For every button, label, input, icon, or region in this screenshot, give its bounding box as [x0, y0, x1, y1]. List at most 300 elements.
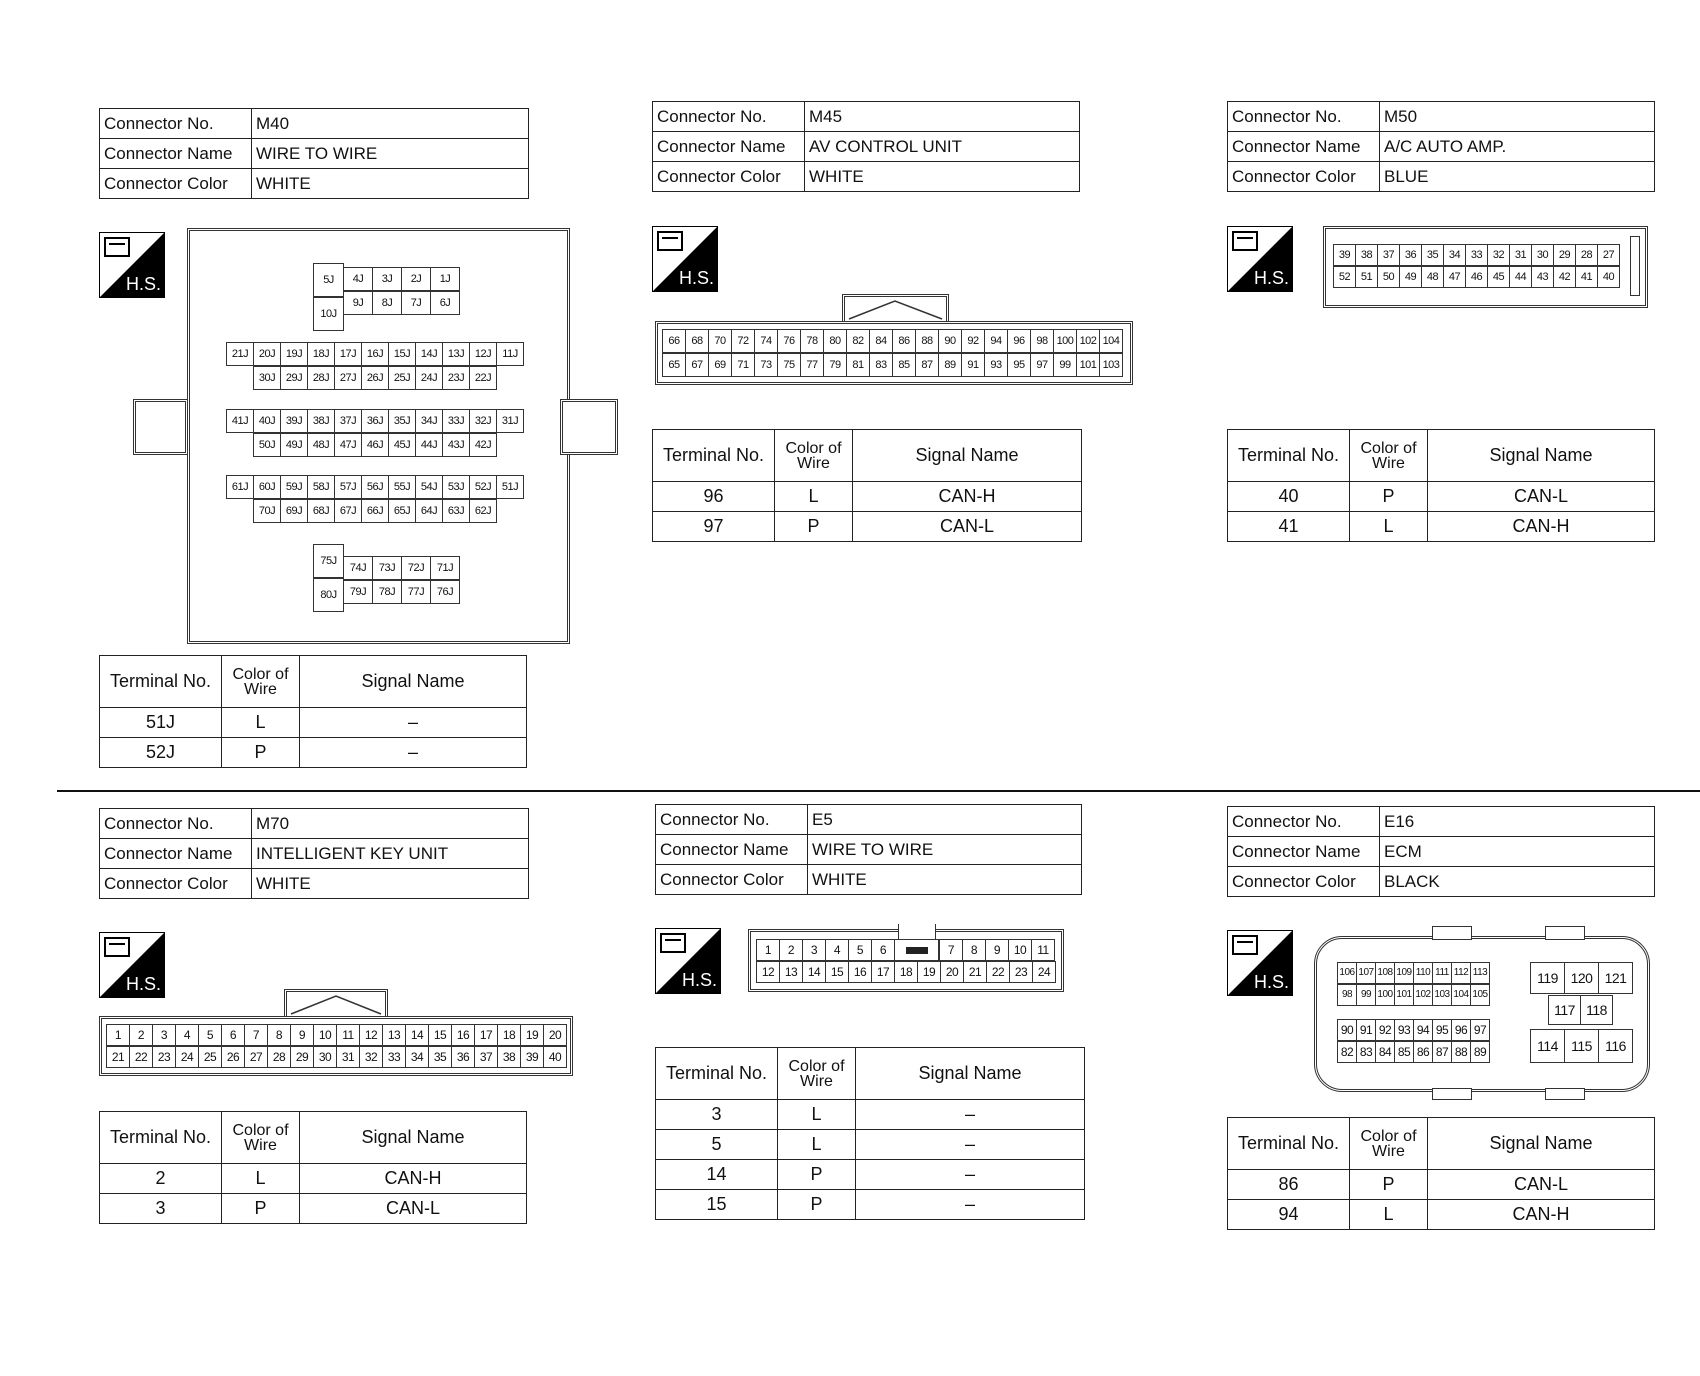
table-row: 40 P CAN-L: [1228, 482, 1655, 512]
pin-cell: 84: [1375, 1041, 1395, 1063]
connector-name-label: Connector Name: [100, 139, 252, 169]
key-pin-blank: [894, 939, 939, 961]
pin-cell: 90: [938, 329, 962, 353]
pin-cell: 32: [1487, 244, 1510, 266]
pin-cell: 95: [1432, 1019, 1452, 1041]
pin-cell: 24: [1032, 961, 1056, 983]
pin-cell: 70: [708, 329, 732, 353]
pin-cell: 111: [1432, 962, 1452, 984]
pin-cell: 6: [221, 1024, 245, 1046]
pin-cell: 94: [984, 329, 1008, 353]
connector-no-value: M70: [252, 809, 529, 839]
connector-color-label: Connector Color: [656, 865, 808, 895]
pin-cell: 9: [985, 939, 1009, 961]
signal-table-e16: [1227, 1117, 1655, 1230]
connector-no-value: E5: [808, 805, 1082, 835]
pin-cell: 66: [662, 329, 686, 353]
pin-cell: 31: [336, 1046, 360, 1068]
pin-cell: 41J: [226, 409, 254, 433]
pin-cell: 22: [986, 961, 1010, 983]
pin-cell: 81: [846, 353, 870, 377]
connector-name-label: Connector Name: [656, 835, 808, 865]
connector-no-value: M50: [1380, 102, 1655, 132]
connector-info-m45: [652, 101, 1080, 192]
signal-header: Signal Name: [300, 1112, 527, 1164]
pin-cell: 77J: [401, 580, 431, 604]
pin-cell: 22J: [469, 366, 497, 390]
connector-info-m40: [99, 108, 529, 199]
pin-cell: 51J: [496, 475, 524, 499]
pin-cell: 5J: [313, 263, 344, 297]
table-row: 97 P CAN-L: [653, 512, 1082, 542]
pin-cell: 117: [1548, 995, 1581, 1025]
pin-cell: 25J: [388, 366, 416, 390]
harness-side-icon: H.S.: [655, 928, 721, 994]
connector-no-label: Connector No.: [656, 805, 808, 835]
connector-info-e16: [1227, 806, 1655, 897]
pin-cell: 23J: [442, 366, 470, 390]
pin-cell: 92: [1375, 1019, 1395, 1041]
color-header: Color of Wire: [1350, 1118, 1428, 1170]
signal-table-m70: [99, 1111, 527, 1224]
pin-cell: 5: [848, 939, 872, 961]
pin-cell: 63J: [442, 499, 470, 523]
pin-cell: 61J: [226, 475, 254, 499]
pin-cell: 10J: [313, 297, 344, 331]
pin-cell: 92: [961, 329, 985, 353]
pin-cell: 46: [1465, 266, 1488, 288]
pin-cell: 85: [892, 353, 916, 377]
pin-cell: 12: [756, 961, 780, 983]
pin-cell: 39: [1333, 244, 1356, 266]
pin-cell: 72: [731, 329, 755, 353]
pin-cell: 84: [869, 329, 893, 353]
connector-no-label: Connector No.: [653, 102, 805, 132]
pin-cell: 46J: [361, 433, 389, 457]
connector-clip-bottom-right: [1545, 1088, 1585, 1100]
pin-cell: 35J: [388, 409, 416, 433]
connector-name-value: A/C AUTO AMP.: [1380, 132, 1655, 162]
pin-cell: 35: [1421, 244, 1444, 266]
connector-no-value: M40: [252, 109, 529, 139]
connector-color-value: WHITE: [808, 865, 1082, 895]
pin-cell: 3: [802, 939, 826, 961]
pin-cell: 36J: [361, 409, 389, 433]
pin-cell: 3: [152, 1024, 176, 1046]
table-row: 14 P –: [656, 1160, 1085, 1190]
pin-cell: 67: [685, 353, 709, 377]
pin-cell: 8J: [372, 291, 402, 315]
pin-cell: 104: [1451, 984, 1471, 1006]
terminal-header: Terminal No.: [656, 1048, 778, 1100]
connector-info-e5: [655, 804, 1082, 895]
harness-side-icon: H.S.: [652, 226, 718, 292]
color-header: Color of Wire: [1350, 430, 1428, 482]
pin-cell: 17: [871, 961, 895, 983]
pin-cell: 20J: [253, 342, 281, 366]
connector-color-value: WHITE: [252, 169, 529, 199]
pin-cell: 89: [1470, 1041, 1490, 1063]
signal-table-e5: [655, 1047, 1085, 1220]
pin-cell: 104: [1099, 329, 1123, 353]
pin-cell: 47J: [334, 433, 362, 457]
pin-cell: 34: [405, 1046, 429, 1068]
pin-cell: 80J: [313, 578, 344, 612]
connector-color-label: Connector Color: [100, 169, 252, 199]
signal-table-m45: [652, 429, 1082, 542]
pin-cell: 11J: [496, 342, 524, 366]
pin-cell: 7J: [401, 291, 431, 315]
connector-color-label: Connector Color: [653, 162, 805, 192]
pin-cell: 45: [1487, 266, 1510, 288]
pin-cell: 97: [1470, 1019, 1490, 1041]
connector-color-value: BLACK: [1380, 867, 1655, 897]
pin-cell: 47: [1443, 266, 1466, 288]
section-divider: [57, 790, 1700, 792]
pin-cell: 30J: [253, 366, 281, 390]
pin-cell: 68: [685, 329, 709, 353]
pin-cell: 44J: [415, 433, 443, 457]
pin-cell: 8: [962, 939, 986, 961]
pin-cell: 59J: [280, 475, 308, 499]
pin-cell: 35: [428, 1046, 452, 1068]
pin-cell: 102: [1413, 984, 1433, 1006]
pin-cell: 114: [1530, 1029, 1565, 1063]
color-header: Color of Wire: [222, 656, 300, 708]
pin-cell: 13J: [442, 342, 470, 366]
pin-cell: 85: [1394, 1041, 1414, 1063]
pin-cell: 19: [917, 961, 941, 983]
pin-cell: 88: [1451, 1041, 1471, 1063]
connector-info-m70: [99, 808, 529, 899]
pin-cell: 93: [1394, 1019, 1414, 1041]
pin-cell: 15: [825, 961, 849, 983]
pin-cell: 30: [1531, 244, 1554, 266]
pin-cell: 87: [1432, 1041, 1452, 1063]
pin-cell: 50: [1377, 266, 1400, 288]
pin-cell: 96: [1007, 329, 1031, 353]
pin-cell: 33: [1465, 244, 1488, 266]
connector-latch-left: [133, 399, 188, 455]
connector-color-value: WHITE: [252, 869, 529, 899]
pin-cell: 49: [1399, 266, 1422, 288]
pin-cell: 71J: [430, 556, 460, 580]
pin-cell: 42J: [469, 433, 497, 457]
pin-cell: 86: [892, 329, 916, 353]
pin-cell: 56J: [361, 475, 389, 499]
connector-name-label: Connector Name: [1228, 837, 1380, 867]
pin-cell: 52J: [469, 475, 497, 499]
signal-header: Signal Name: [1428, 1118, 1655, 1170]
pin-cell: 38: [1355, 244, 1378, 266]
connector-clip-top-right: [1545, 926, 1585, 940]
pin-cell: 49J: [280, 433, 308, 457]
pin-cell: 119: [1530, 962, 1565, 994]
pin-cell: 1J: [430, 267, 460, 291]
pin-cell: 37J: [334, 409, 362, 433]
table-row: 5 L –: [656, 1130, 1085, 1160]
connector-key-m70: [284, 989, 388, 1019]
pin-cell: 38J: [307, 409, 335, 433]
pin-cell: 64J: [415, 499, 443, 523]
connector-notch-e5: [898, 924, 936, 940]
pin-cell: 89: [938, 353, 962, 377]
pin-cell: 54J: [415, 475, 443, 499]
pin-cell: 109: [1394, 962, 1414, 984]
pin-cell: 65J: [388, 499, 416, 523]
pin-cell: 69: [708, 353, 732, 377]
pin-cell: 10: [313, 1024, 337, 1046]
pin-cell: 16J: [361, 342, 389, 366]
pin-cell: 24J: [415, 366, 443, 390]
connector-name-value: AV CONTROL UNIT: [805, 132, 1080, 162]
connector-name-label: Connector Name: [1228, 132, 1380, 162]
pin-cell: 27: [1597, 244, 1620, 266]
pin-cell: 31: [1509, 244, 1532, 266]
table-row: 52J P –: [100, 738, 527, 768]
pin-cell: 100: [1375, 984, 1395, 1006]
pin-cell: 107: [1356, 962, 1376, 984]
color-header: Color of Wire: [778, 1048, 856, 1100]
pin-cell: 106: [1337, 962, 1357, 984]
pin-cell: 41: [1575, 266, 1598, 288]
pin-cell: 73J: [372, 556, 402, 580]
connector-info-m50: [1227, 101, 1655, 192]
pin-cell: 80: [823, 329, 847, 353]
harness-side-icon: H.S.: [1227, 930, 1293, 996]
pin-cell: 87: [915, 353, 939, 377]
pin-cell: 10: [1008, 939, 1032, 961]
pin-cell: 37: [474, 1046, 498, 1068]
pin-cell: 40: [543, 1046, 567, 1068]
pin-cell: 69J: [280, 499, 308, 523]
pin-cell: 57J: [334, 475, 362, 499]
pin-cell: 73: [754, 353, 778, 377]
pin-cell: 20: [940, 961, 964, 983]
connector-no-label: Connector No.: [100, 109, 252, 139]
pin-cell: 79: [823, 353, 847, 377]
connector-color-label: Connector Color: [1228, 162, 1380, 192]
pin-cell: 16: [451, 1024, 475, 1046]
pin-cell: 27J: [334, 366, 362, 390]
pin-cell: 45J: [388, 433, 416, 457]
connector-latch-right: [560, 399, 618, 455]
pin-cell: 3J: [372, 267, 402, 291]
pin-cell: 1: [756, 939, 780, 961]
pin-cell: 65: [662, 353, 686, 377]
connector-tab-m50: [1630, 236, 1640, 296]
pin-cell: 62J: [469, 499, 497, 523]
pin-cell: 103: [1432, 984, 1452, 1006]
connector-color-value: WHITE: [805, 162, 1080, 192]
pin-cell: 4J: [343, 267, 373, 291]
pin-cell: 12J: [469, 342, 497, 366]
pin-cell: 98: [1030, 329, 1054, 353]
table-row: 41 L CAN-H: [1228, 512, 1655, 542]
connector-name-label: Connector Name: [653, 132, 805, 162]
table-row: 2 L CAN-H: [100, 1164, 527, 1194]
pin-cell: 26J: [361, 366, 389, 390]
pin-cell: 20: [543, 1024, 567, 1046]
pin-cell: 34: [1443, 244, 1466, 266]
connector-clip-top-left: [1432, 926, 1472, 940]
pin-cell: 102: [1076, 329, 1100, 353]
pin-cell: 83: [1356, 1041, 1376, 1063]
terminal-header: Terminal No.: [1228, 1118, 1350, 1170]
pin-cell: 27: [244, 1046, 268, 1068]
pin-cell: 88: [915, 329, 939, 353]
pin-cell: 1: [106, 1024, 130, 1046]
table-row: 3 L –: [656, 1100, 1085, 1130]
pin-cell: 37: [1377, 244, 1400, 266]
pin-cell: 68J: [307, 499, 335, 523]
pin-cell: 32J: [469, 409, 497, 433]
harness-side-icon: H.S.: [1227, 226, 1293, 292]
connector-color-label: Connector Color: [100, 869, 252, 899]
pin-cell: 70J: [253, 499, 281, 523]
color-header: Color of Wire: [775, 430, 853, 482]
color-header: Color of Wire: [222, 1112, 300, 1164]
table-row: 94 L CAN-H: [1228, 1200, 1655, 1230]
terminal-header: Terminal No.: [100, 656, 222, 708]
terminal-header: Terminal No.: [1228, 430, 1350, 482]
signal-header: Signal Name: [300, 656, 527, 708]
pin-cell: 53J: [442, 475, 470, 499]
pin-cell: 51: [1355, 266, 1378, 288]
connector-name-value: WIRE TO WIRE: [252, 139, 529, 169]
pin-cell: 78J: [372, 580, 402, 604]
signal-table-m40: [99, 655, 527, 768]
pin-cell: 91: [1356, 1019, 1376, 1041]
pin-cell: 29J: [280, 366, 308, 390]
pin-cell: 11: [336, 1024, 360, 1046]
harness-side-icon: H.S.: [99, 932, 165, 998]
pin-cell: 2: [779, 939, 803, 961]
pin-cell: 90: [1337, 1019, 1357, 1041]
pin-cell: 13: [779, 961, 803, 983]
connector-no-label: Connector No.: [100, 809, 252, 839]
pin-cell: 7: [939, 939, 963, 961]
pin-cell: 76: [777, 329, 801, 353]
terminal-header: Terminal No.: [100, 1112, 222, 1164]
pin-cell: 91: [961, 353, 985, 377]
pin-cell: 14: [802, 961, 826, 983]
pin-cell: 29: [1553, 244, 1576, 266]
pin-cell: 48J: [307, 433, 335, 457]
pin-cell: 28J: [307, 366, 335, 390]
pin-cell: 29: [290, 1046, 314, 1068]
pin-cell: 33: [382, 1046, 406, 1068]
pin-cell: 101: [1076, 353, 1100, 377]
pin-cell: 74J: [343, 556, 373, 580]
pin-cell: 31J: [496, 409, 524, 433]
pin-cell: 23: [152, 1046, 176, 1068]
pin-cell: 9: [290, 1024, 314, 1046]
pin-cell: 82: [1337, 1041, 1357, 1063]
pin-cell: 6: [871, 939, 895, 961]
pin-cell: 19: [520, 1024, 544, 1046]
pin-cell: 60J: [253, 475, 281, 499]
connector-color-value: BLUE: [1380, 162, 1655, 192]
pin-cell: 40: [1597, 266, 1620, 288]
connector-no-value: E16: [1380, 807, 1655, 837]
pin-cell: 103: [1099, 353, 1123, 377]
pin-cell: 13: [382, 1024, 406, 1046]
pin-cell: 38: [497, 1046, 521, 1068]
pin-cell: 97: [1030, 353, 1054, 377]
table-row: 86 P CAN-L: [1228, 1170, 1655, 1200]
pin-cell: 12: [359, 1024, 383, 1046]
connector-clip-bottom-left: [1432, 1088, 1472, 1100]
pin-cell: 18: [894, 961, 918, 983]
pin-cell: 36: [1399, 244, 1422, 266]
pin-cell: 75: [777, 353, 801, 377]
signal-header: Signal Name: [1428, 430, 1655, 482]
pin-cell: 113: [1470, 962, 1490, 984]
connector-no-label: Connector No.: [1228, 807, 1380, 837]
pin-cell: 39J: [280, 409, 308, 433]
pin-cell: 2: [129, 1024, 153, 1046]
pin-cell: 44: [1509, 266, 1532, 288]
pin-cell: 72J: [401, 556, 431, 580]
pin-cell: 40J: [253, 409, 281, 433]
table-row: 51J L –: [100, 708, 527, 738]
pin-cell: 86: [1413, 1041, 1433, 1063]
connector-name-label: Connector Name: [100, 839, 252, 869]
pin-cell: 17: [474, 1024, 498, 1046]
pin-cell: 93: [984, 353, 1008, 377]
pin-cell: 55J: [388, 475, 416, 499]
signal-header: Signal Name: [856, 1048, 1085, 1100]
pin-cell: 16: [848, 961, 872, 983]
pin-cell: 52: [1333, 266, 1356, 288]
pin-cell: 21: [106, 1046, 130, 1068]
pin-cell: 15: [428, 1024, 452, 1046]
connector-key-m45: [842, 294, 949, 324]
pin-cell: 11: [1031, 939, 1055, 961]
pin-cell: 94: [1413, 1019, 1433, 1041]
pin-cell: 98: [1337, 984, 1357, 1006]
pin-cell: 28: [267, 1046, 291, 1068]
pin-cell: 110: [1413, 962, 1433, 984]
pin-cell: 118: [1580, 995, 1613, 1025]
pin-cell: 96: [1451, 1019, 1471, 1041]
pin-cell: 30: [313, 1046, 337, 1068]
signal-header: Signal Name: [853, 430, 1082, 482]
pin-cell: 99: [1053, 353, 1077, 377]
pin-cell: 14J: [415, 342, 443, 366]
pin-cell: 14: [405, 1024, 429, 1046]
pin-cell: 112: [1451, 962, 1471, 984]
pin-cell: 32: [359, 1046, 383, 1068]
pin-cell: 58J: [307, 475, 335, 499]
pin-cell: 43: [1531, 266, 1554, 288]
pin-cell: 66J: [361, 499, 389, 523]
pin-cell: 108: [1375, 962, 1395, 984]
pin-cell: 50J: [253, 433, 281, 457]
connector-no-label: Connector No.: [1228, 102, 1380, 132]
pin-cell: 18: [497, 1024, 521, 1046]
connector-name-value: INTELLIGENT KEY UNIT: [252, 839, 529, 869]
pin-cell: 67J: [334, 499, 362, 523]
pin-cell: 28: [1575, 244, 1598, 266]
pin-cell: 4: [825, 939, 849, 961]
signal-table-m50: [1227, 429, 1655, 542]
pin-cell: 2J: [401, 267, 431, 291]
pin-cell: 22: [129, 1046, 153, 1068]
pin-cell: 36: [451, 1046, 475, 1068]
pin-cell: 77: [800, 353, 824, 377]
